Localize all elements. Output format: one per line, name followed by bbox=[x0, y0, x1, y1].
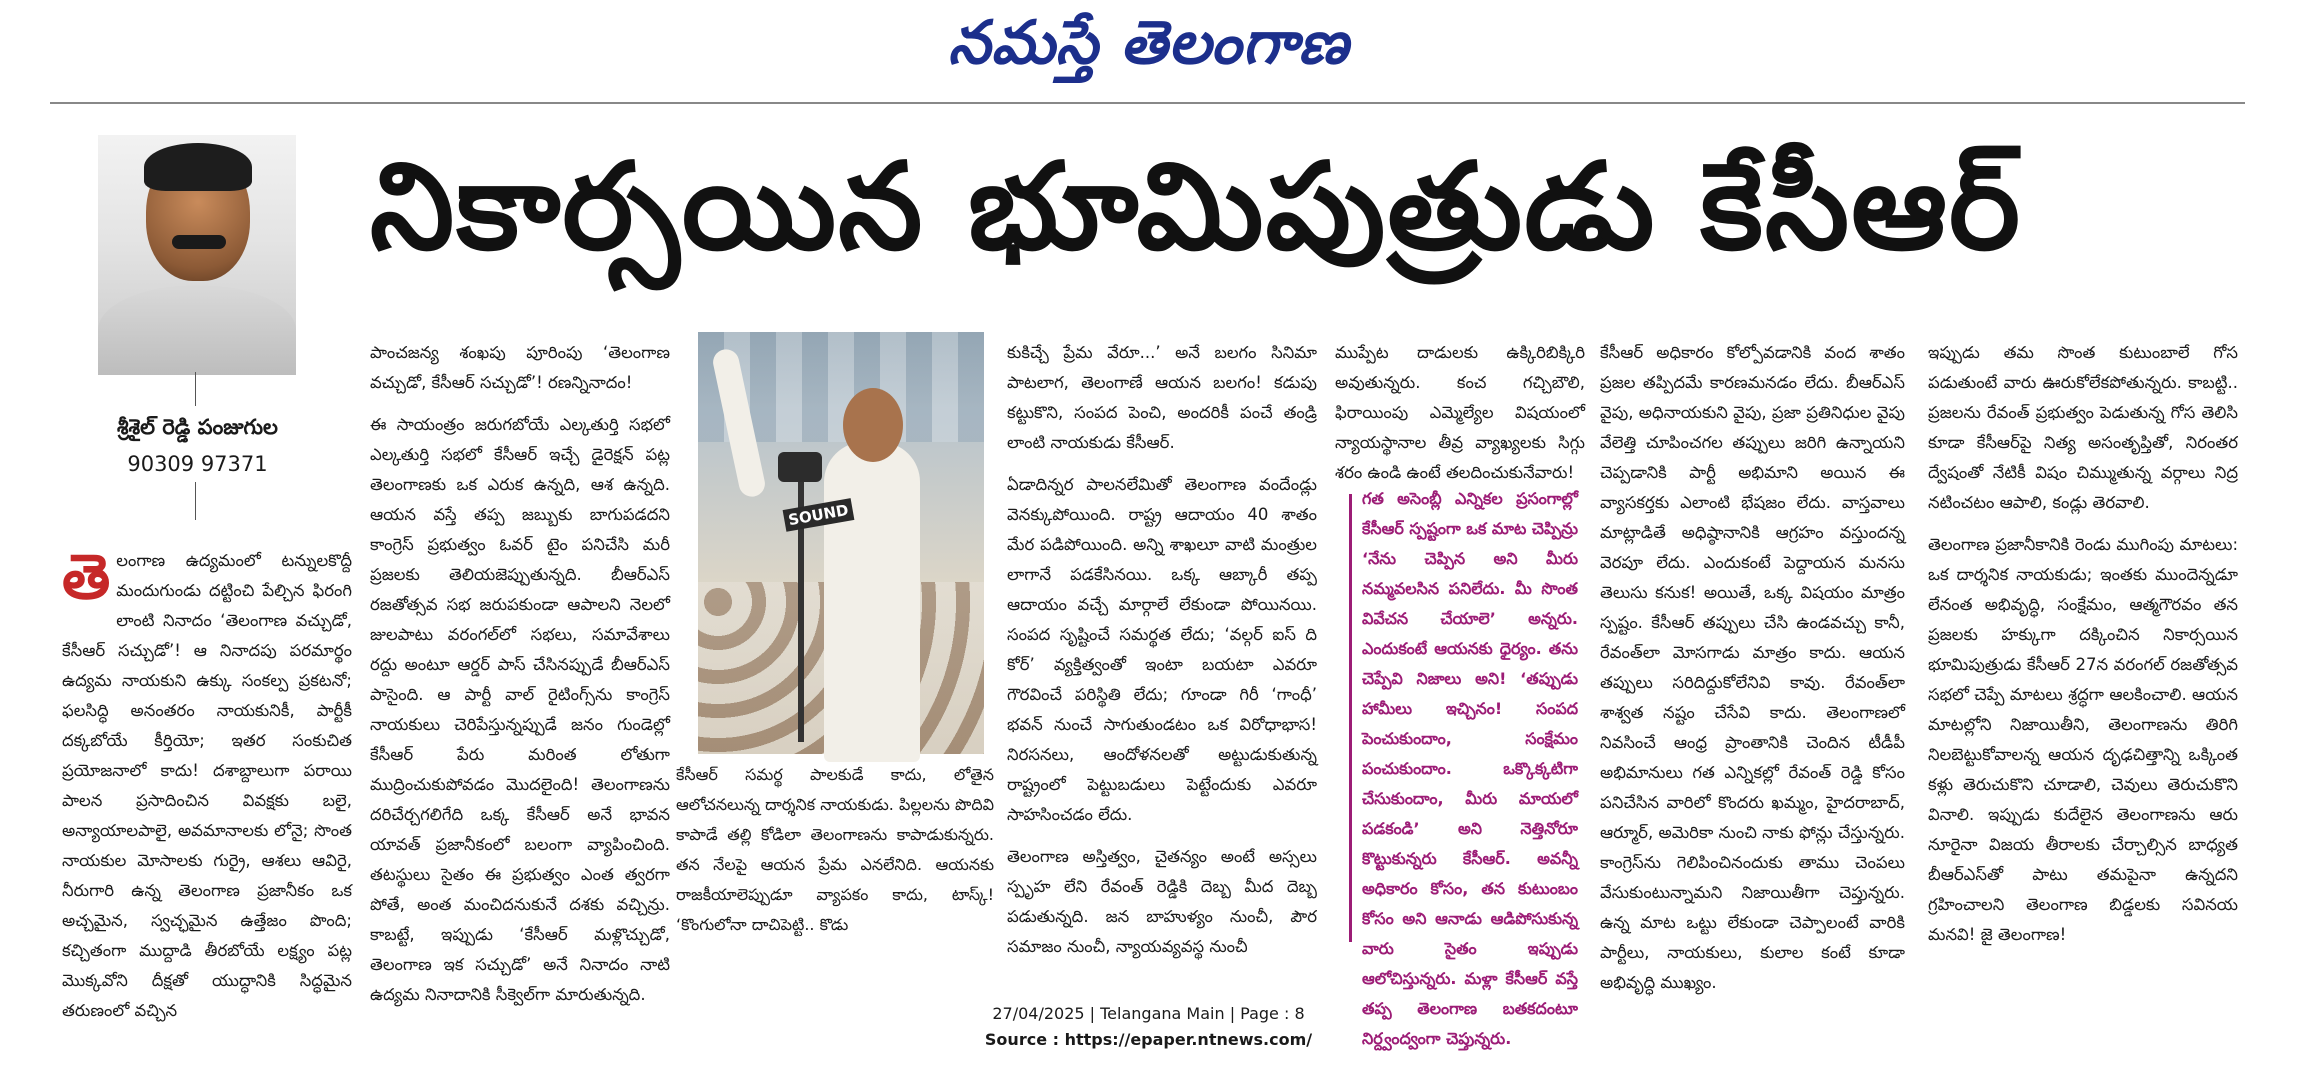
column-2-paragraph-1: పాంచజన్య శంఖపు పూరింపు ‘తెలంగాణ వచ్చుడో, కేసీఆర్ సచ్చుడో’! రణన్నినాదం! bbox=[370, 343, 670, 392]
photo-sign-text: SOUND bbox=[783, 498, 855, 532]
column-4-paragraph-1: ముప్పేట దాడులకు ఉక్కిరిబిక్కిరి అవుతున్నరు. కంచ గచ్చిబౌలి, ఫిరాయింపు ఎమ్మెల్యేల విషయంలో న్యాయస్థానాల తీవ్ర వ్యాఖ్యలకు సిగ్గు శరం ఉండి ఉంటే తలదించుకునేవారు! bbox=[1335, 343, 1585, 482]
speech-photo bbox=[698, 332, 984, 754]
column-2-paragraph-2: ఈ సాయంత్రం జరుగబోయే ఎల్కతుర్తి సభలో ఎల్కతుర్తి సభలో కేసీఆర్ ఇచ్చే డైరెక్షన్ పట్ల తెలంగాణకు ఒక ఎరుక ఉన్నది, ఆశ ఉన్నది. ఆయన వస్తే తప్ప జబ్బుకు బాగుపడదని కాంగ్రెస్ ప్రభుత్వం ఓవర్ టైం పనిచేసి మరీ ప్రజలకు తెలియజెప్పుతున్నది. బీఆర్ఎస్ రజతోత్సవ సభ జరుపకుండా ఆపాలని నెలలో జులపాటు వరంగల్‌లో సభలు, సమావేశాలు రద్దు అంటూ ఆర్డర్ పాస్ చేసినప్పుడే బీఆర్ఎస్ పాసైంది. ఆ పార్టీ వాల్ రైటింగ్స్‌ను కాంగ్రెస్ నాయకులు చెరిపేస్తున్నప్పుడే జనం గుండెల్లో కేసీఆర్ పేరు మరింత లోతుగా ముద్రించుకుపోవడం మొదలైంది! తెలంగాణను దరిచేర్చగలిగేది ఒక్క కేసీఆర్ అనే భావన యావత్ ప్రజానీకంలో బలంగా వ్యాపించింది. తటస్థులు సైతం ఈ ప్రభుత్వం ఎంత త్వరగా పోతే, అంత మంచిదనుకునే దశకు వచ్చిన్రు. కాబట్టే, ఇప్పుడు ‘కేసీఆర్ మళ్లొచ్చుడో, తెలంగాణ ఇక సచ్చుడో’ అనే నినాదం నాటి ఉద్యమ నినాదానికి సీక్వెల్‌గా మారుతున్నది. bbox=[370, 415, 670, 1004]
article-column-4 bbox=[1335, 338, 1585, 482]
column-3-paragraph-1: కుకిచ్చే ప్రేమ వేరూ...’ అనే బలగం సినిమా పాటలాగ, తెలంగాణే ఆయన బలగం! కడుపు కట్టుకొని, సంపద పెంచి, అందరికీ పంచే తండ్రి లాంటి నాయకుడు కేసీఆర్. bbox=[1007, 343, 1317, 452]
column-1-text: లంగాణ ఉద్యమంలో టన్నులకొద్దీ మందుగుండు దట్టించి పేల్చిన ఫిరంగి లాంటి నినాదం ‘తెలంగాణ వచ్చుడో, కేసీఆర్ సచ్చుడో’! ఆ నినాదపు పరమార్థం ఉద్యమ నాయకుని ఉక్కు సంకల్ప ప్రకటనో; ఫలసిద్ధి అనంతరం నాయకునికీ, పార్టీకీ దక్కబోయే కీర్తియో; ఇతర సంకుచిత ప్రయోజనాలో కాదు! దశాబ్దాలుగా పరాయి పాలన ప్రసాదించిన వివక్షకు బలై, అన్యాయాలపాలై, అవమానాలకు లోనై; సొంత నాయకుల మోసాలకు గుర్రై, ఆశలు ఆవిరై, నీరుగారి ఉన్న తెలంగాణ ప్రజానీకం ఒక అచ్చమైన, స్వచ్ఛమైన ఉత్తేజం పొంది; కచ్చితంగా ముద్దాడి తీరబోయే లక్ష్యం పట్ల మొక్కవోని దీక్షతో యుద్ధానికి సిద్ధమైన తరుణంలో వచ్చిన bbox=[62, 551, 352, 1020]
author-phone: 90309 97371 bbox=[127, 452, 268, 476]
masthead-rule bbox=[50, 102, 2245, 104]
article-column-3 bbox=[1007, 338, 1317, 958]
column-5-paragraph-1: కేసీఆర్ అధికారం కోల్పోవడానికి వంద శాతం ప్రజల తప్పిదమే కారణమనడం లేదు. బీఆర్ఎస్ వైపు, అధినాయకుని వైపు, ప్రజా ప్రతినిధుల వైపు వేలెత్తి చూపించగల తప్పులు జరిగి ఉన్నాయని చెప్పడానికి పార్టీ అభిమాని అయిన ఈ వ్యాసకర్తకు ఎలాంటి భేషజం లేదు. వాస్తవాలు మాట్లాడితే అధిష్ఠానానికి ఆగ్రహం వస్తుందన్న వెరపూ లేదు. ఎందుకంటే పెద్దాయన మనసు తెలుసు కనుక! అయితే, ఒక్క విషయం మాత్రం స్పష్టం. కేసీఆర్ తప్పులు చేసి ఉండవచ్చు కానీ, రేవంత్‌లా మోసగాడు మాత్రం కాదు. ఆయన తప్పులు సరిదిద్దుకోలేనివి కావు. రేవంత్‌లా శాశ్వత నష్టం చేసేవి కాదు. తెలంగాణలో నివసించే ఆంధ్ర ప్రాంతానికి చెందిన టీడీపీ అభిమానులు గత ఎన్నికల్లో రేవంత్ రెడ్డి కోసం పనిచేసిన వారిలో కొందరు ఖమ్మం, హైదరాబాద్, ఆర్మూర్, అమెరికా నుంచి నాకు ఫోన్లు చేస్తున్నరు. కాంగ్రెస్‌ను గెలిపించినందుకు తాము చెంపలు వేసుకుంటున్నామని నిజాయితీగా చెప్తున్నరు. ఉన్న మాట ఒట్టు లేకుండా చెప్పాలంటే వారికి పార్టీలు, నాయకులు, కులాల కంటే కూడా అభివృద్ధి ముఖ్యం. bbox=[1600, 343, 1905, 992]
article-column-2 bbox=[370, 338, 670, 1004]
photo-caption: కేసీఆర్ సమర్థ పాలకుడే కాదు, లోతైన ఆలోచనలున్న దార్శనిక నాయకుడు. పిల్లలను పొదివి కాపాడే తల్లి కోడిలా తెలంగాణను కాపాడుకున్నరు. తన నేలపై ఆయన ప్రేమ ఎనలేనిది. ఆయనకు రాజకీయాలెప్పుడూ వ్యాపకం కాదు, టాస్క్! ‘కొంగులోనా దాచిపెట్టి.. కొడు bbox=[676, 765, 994, 934]
author-name: శ్రీశైల్ రెడ్డి పంజుగుల bbox=[117, 415, 278, 439]
headline: నికార్సయిన భూమిపుత్రుడు కేసీఆర్ bbox=[370, 138, 2023, 277]
column-6-paragraph-1: ఇప్పుడు తమ సొంత కుటుంబాలే గోస పడుతుంటే వారు ఊరుకోలేకపోతున్నరు. కాబట్టి.. ప్రజలను రేవంత్ ప్రభుత్వం పెడుతున్న గోస తెలిసి కూడా కేసీఆర్‌పై నిత్య అసంతృప్తితో, నిరంతర ద్వేషంతో నేటికీ విషం చిమ్ముతున్న వర్గాలు నిద్ర నటించటం ఆపాలి, కండ్లు తెరవాలి. bbox=[1928, 343, 2238, 512]
pull-quote: గత అసెంబ్లీ ఎన్నికల ప్రసంగాల్లో కేసీఆర్ స్పష్టంగా ఒక మాట చెప్పిన్రు ‘నేను చెప్పిన అని మీరు నమ్మవలసిన పనిలేదు. మీ సొంత వివేచన చేయాలె’ అన్నరు. ఎందుకంటే ఆయనకు ధైర్యం. తను చెప్పేవి నిజాలు అని! ‘తప్పుడు హామీలు ఇచ్చినం! సంపద పెంచుకుందాం, సంక్షేమం పంచుకుందాం. ఒక్కొక్కటిగా చేసుకుందాం, మీరు మాయలో పడకండి’ అని నెత్తినోరూ కొట్టుకున్నరు కేసీఆర్. అవన్నీ అధికారం కోసం, తన కుటుంబం కోసం అని ఆనాడు ఆడిపోసుకున్న వారు సైతం ఇప్పుడు ఆలోచిస్తున్నరు. మళ్లా కేసీఆర్ వస్తే తప్ప తెలంగాణ బతకదంటూ నిర్ద్వంద్వంగా చెప్తున్నరు. bbox=[1362, 489, 1578, 1048]
footer-source: Source : https://epaper.ntnews.com/ bbox=[984, 1030, 1313, 1049]
author-divider-top bbox=[195, 372, 196, 406]
column-6-paragraph-2: తెలంగాణ ప్రజానీకానికి రెండు ముగింపు మాటలు: ఒక దార్శనిక నాయకుడు; ఇంతకు ముందెన్నడూ లేనంత అభివృద్ధి, సంక్షేమం, ఆత్మగౌరవం తన ప్రజలకు హక్కుగా దక్కించిన నికార్సయిన భూమిపుత్రుడు కేసీఆర్ 27న వరంగల్ రజతోత్సవ సభలో చెప్పే మాటలు శ్రద్ధగా ఆలకించాలి. ఆయన మాటల్లోని నిజాయితీని, తెలంగాణను తిరిగి నిలబెట్టుకోవాలన్న ఆయన దృఢచిత్తాన్ని ఒక్కింత కళ్లు తెరుచుకొని చూడాలి, చెవులు తెరుచుకొని వినాలి. ఇప్పుడు కుదేలైన తెలంగాణను ఆరు నూరైనా విజయ తీరాలకు చేర్చాల్సిన బాధ్యత బీఆర్ఎస్‌తో పాటు తమపైనా ఉన్నదని గ్రహించాలని తెలంగాణ బిడ్డలకు సవినయ మనవి! జై తెలంగాణ! bbox=[1928, 535, 2238, 944]
article-column-6 bbox=[1928, 338, 2238, 958]
author-divider-bottom bbox=[195, 482, 196, 520]
pull-quote-bar bbox=[1349, 494, 1352, 942]
column-3-paragraph-3: తెలంగాణ అస్తిత్వం, చైతన్యం అంటే అస్సలు స్పృహ లేని రేవంత్ రెడ్డికి దెబ్బ మీద దెబ్బ పడుతున్నది. జన బాహుళ్యం నుంచీ, పౌర సమాజం నుంచీ, న్యాయవ్యవస్థ నుంచీ bbox=[1007, 847, 1317, 956]
column-3-paragraph-2: ఏడాదిన్నర పాలనలేమితో తెలంగాణ వందేండ్లు వెనక్కుపోయింది. రాష్ట్ర ఆదాయం 40 శాతం మేర పడిపోయింది. అన్ని శాఖలూ వాటి మంత్రుల లాగానే పడకేసినయి. ఒక్క ఆబ్కారీ తప్ప ఆదాయం వచ్చే మార్గాలే లేకుండా పోయినయి. సంపద సృష్టించే సమర్థత లేదు; ‘వల్గర్ ఐస్ ది కోర్’ వ్యక్తిత్వంతో ఇంటా బయటా ఎవరూ గౌరవించే పరిస్థితి లేదు; గూండా గిరీ ‘గాంధీ’ భవన్ నుంచే సాగుతుండటం ఒక విరోధాభాస! నిరసనలు, ఆందోళనలతో అట్టుడుకుతున్న రాష్ట్రంలో పెట్టుబడులు పెట్టేందుకు ఎవరూ సాహసించడం లేదు. bbox=[1007, 475, 1317, 824]
author-photo bbox=[98, 135, 296, 367]
article-column-1 bbox=[62, 540, 352, 1020]
drop-cap: తె bbox=[62, 540, 111, 613]
masthead-logo: నమస్తే తెలంగాణ bbox=[947, 8, 1350, 78]
article-column-5 bbox=[1600, 338, 1905, 992]
footer-date-page: 27/04/2025 | Telangana Main | Page : 8 bbox=[992, 1004, 1305, 1023]
